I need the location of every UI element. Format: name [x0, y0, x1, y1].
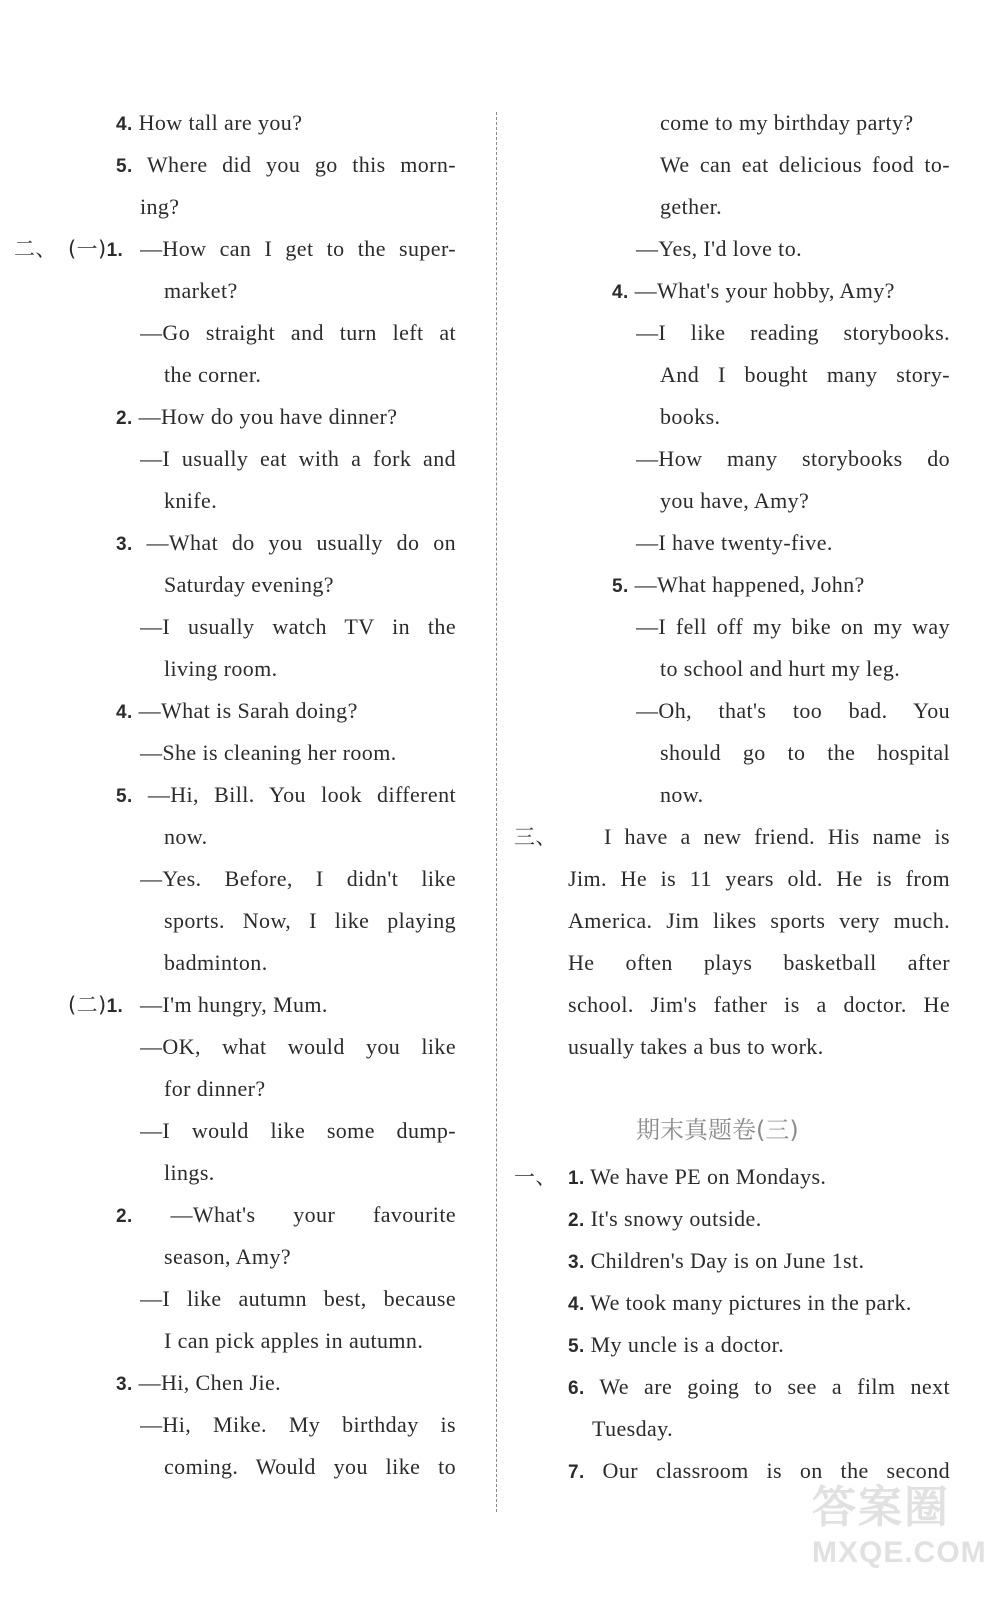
answer-line: 1. We have PE on Mondays. [568, 1164, 827, 1189]
answer-line: Tuesday. [592, 1416, 674, 1441]
answer-line: —How can I get to the super- [140, 236, 456, 261]
answer-line: —I would like some dump- [140, 1118, 456, 1143]
answer-line: gether. [660, 194, 723, 219]
answer-line: —I fell off my bike on my way [636, 614, 950, 639]
answer-line: 5. My uncle is a doctor. [568, 1332, 785, 1357]
answer-line: now. [164, 824, 208, 849]
answer-line: to school and hurt my leg. [660, 656, 901, 681]
answer-line: 4. —What's your hobby, Amy? [612, 278, 895, 303]
answer-line: 5. —What happened, John? [612, 572, 865, 597]
watermark-url: MXQE.COM [812, 1536, 987, 1569]
answer-line: —OK, what would you like [140, 1034, 456, 1059]
answer-line: badminton. [164, 950, 268, 975]
passage-line: Jim. He is 11 years old. He is from [568, 866, 950, 891]
answer-line: —I like autumn best, because [140, 1286, 456, 1311]
answer-line: —Go straight and turn left at [140, 320, 456, 345]
column-divider [496, 112, 497, 1512]
answer-line: And I bought many story- [660, 362, 950, 387]
answer-line: —I like reading storybooks. [636, 320, 950, 345]
answer-line: Saturday evening? [164, 572, 334, 597]
subsection-marker: (二)1. [68, 993, 124, 1017]
answer-line: 2. —How do you have dinner? [116, 404, 398, 429]
answer-line: I can pick apples in autumn. [164, 1328, 424, 1353]
answer-line: —Hi, Mike. My birthday is [140, 1412, 456, 1437]
answer-line: —Yes, I'd love to. [636, 236, 802, 261]
answer-line: 3. —What do you usually do on [116, 530, 456, 555]
answer-line: 5. Where did you go this morn- [116, 152, 456, 177]
answer-line: the corner. [164, 362, 262, 387]
answer-line: season, Amy? [164, 1244, 292, 1269]
answer-line: —I have twenty-five. [636, 530, 833, 555]
answer-line: lings. [164, 1160, 215, 1185]
answer-line: for dinner? [164, 1076, 266, 1101]
answer-line: you have, Amy? [660, 488, 810, 513]
subsection-marker: (一)1. [68, 237, 124, 261]
answer-line: 7. Our classroom is on the second [568, 1458, 950, 1483]
passage-line: He often plays basketball after [568, 950, 950, 975]
site-watermark [812, 1480, 987, 1590]
section-marker: 二、 [14, 237, 57, 261]
answer-line: now. [660, 782, 704, 807]
answer-line: should go to the hospital [660, 740, 950, 765]
answer-line: —Yes. Before, I didn't like [140, 866, 456, 891]
answer-line: 3. —Hi, Chen Jie. [116, 1370, 282, 1395]
answer-line: We can eat delicious food to- [660, 152, 950, 177]
answer-line: 2. —What's your favourite [116, 1202, 456, 1227]
answer-line: living room. [164, 656, 278, 681]
section-marker: 三、 [514, 825, 557, 849]
answer-line: books. [660, 404, 721, 429]
answer-line: —I'm hungry, Mum. [140, 992, 328, 1017]
passage-line: America. Jim likes sports very much. [568, 908, 950, 933]
answer-line: sports. Now, I like playing [164, 908, 456, 933]
answer-line: 2. It's snowy outside. [568, 1206, 762, 1231]
answer-line: —She is cleaning her room. [140, 740, 397, 765]
passage-line: usually takes a bus to work. [568, 1034, 824, 1059]
answer-line: 3. Children's Day is on June 1st. [568, 1248, 865, 1273]
answer-line: —How many storybooks do [636, 446, 950, 471]
answer-line: —I usually eat with a fork and [140, 446, 456, 471]
watermark-logo: 答案圈 [812, 1483, 950, 1532]
answer-line: 4. —What is Sarah doing? [116, 698, 358, 723]
answer-line: —Oh, that's too bad. You [636, 698, 950, 723]
answer-line: ing? [140, 194, 180, 219]
answer-line: come to my birthday party? [660, 110, 914, 135]
passage-line: school. Jim's father is a doctor. He [568, 992, 950, 1017]
answer-line: coming. Would you like to [164, 1454, 456, 1479]
answer-line: knife. [164, 488, 218, 513]
exam-paper-heading: 期末真题卷(三) [636, 1116, 799, 1144]
passage-line: I have a new friend. His name is [604, 824, 950, 849]
answer-line: 4. We took many pictures in the park. [568, 1290, 912, 1315]
answer-line: market? [164, 278, 238, 303]
section-marker: 一、 [514, 1165, 557, 1189]
answer-line: 5. —Hi, Bill. You look different [116, 782, 456, 807]
answer-line: 4. How tall are you? [116, 110, 303, 135]
answer-line: 6. We are going to see a film next [568, 1374, 950, 1399]
answer-line: —I usually watch TV in the [140, 614, 456, 639]
